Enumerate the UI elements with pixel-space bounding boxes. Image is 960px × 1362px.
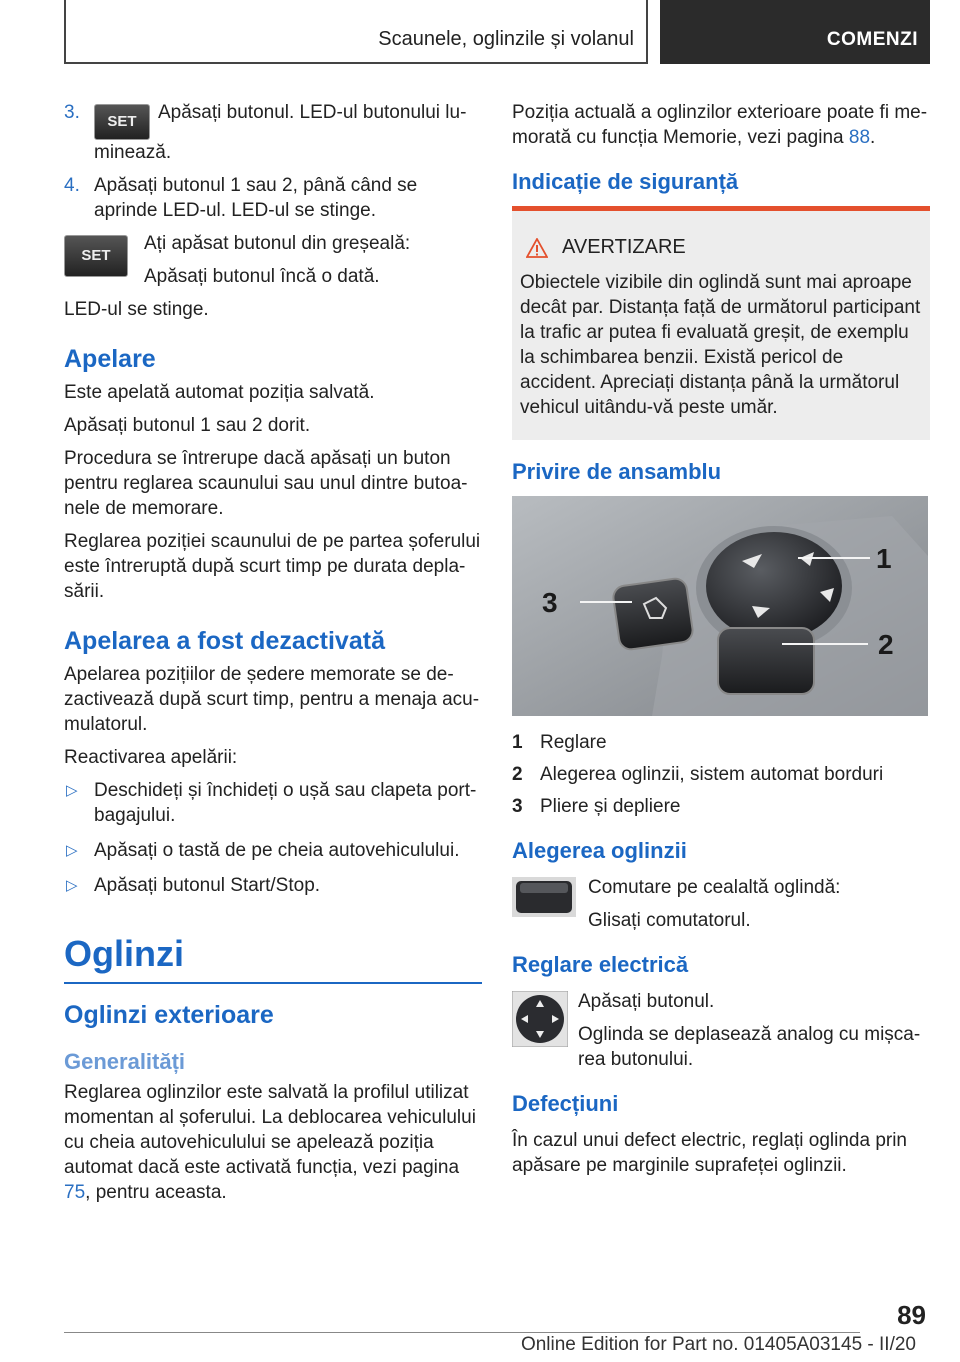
- triangle-bullet-icon: ▷: [66, 842, 78, 859]
- step-4: [64, 173, 482, 223]
- heading-apelare: Apelare: [64, 345, 156, 373]
- paragraph: Reglarea oglinzilor este salvată la profilul utilizat momentan al șoferului. La deblocarea vehiculului cu cheia autovehiculului se apelează poziția automat dacă este activată funcția, vezi pagina 75, pentru aceasta.: [64, 1082, 476, 1203]
- chapter-title: COMENZI: [826, 29, 918, 50]
- right-column: [512, 100, 930, 1186]
- heading-defectiuni: Defecțiuni: [512, 1091, 619, 1116]
- triangle-bullet-icon: ▷: [66, 877, 78, 894]
- note-text: Apăsați butonul încă o dată.: [144, 266, 380, 287]
- step-number: 3.: [64, 102, 80, 123]
- photo-label: 1: [876, 543, 892, 574]
- warning-title: AVERTIZARE: [526, 235, 922, 260]
- left-column: [64, 100, 482, 1213]
- page-number: 89: [897, 1300, 926, 1330]
- footer-text: Online Edition for Part no. 01405A03145 - II/20: [520, 1334, 916, 1355]
- heading-generalitati: Generalități: [64, 1049, 186, 1074]
- paragraph: Procedura se întrerupe dacă apăsați un buton pentru reglarea scaunului sau unul dintre butoanele de memorare.: [64, 448, 468, 519]
- set-button-icon: SET: [94, 104, 150, 140]
- warning-triangle-icon: [526, 238, 548, 258]
- mirror-switch-icon: [512, 877, 576, 917]
- paragraph: Poziția actuală a oglinzilor exterioare poate fi memorată cu funcția Memorie, vezi pagina 88.: [512, 102, 928, 148]
- note-text: Glisați comutatorul.: [588, 910, 751, 931]
- photo-label: 3: [542, 587, 558, 618]
- page-link[interactable]: 75: [64, 1182, 86, 1203]
- note-text: Oglinda se deplasează analog cu mișcarea butonului.: [578, 1024, 921, 1070]
- paragraph: În cazul unui defect electric, reglați oglinda prin apăsare pe marginile suprafeței oglinzii.: [512, 1130, 908, 1176]
- paragraph: Apelarea pozițiilor de ședere memorate se dezactivează după scurt timp, pentru a menaja acumulatorul.: [64, 664, 480, 735]
- set-button-icon: SET: [64, 235, 128, 277]
- step-number: 4.: [64, 175, 80, 196]
- triangle-bullet-icon: ▷: [66, 782, 78, 799]
- warning-text: Obiectele vizibile din oglindă sunt mai aproape decât par. Distanța față de următorul participant la trafic ar putea fi evaluată greșit, de exemplu la schimbarea benzii. Există pericol de accident. Apreciați distanța până la următorul vehicul uitându-vă peste umăr.: [520, 272, 921, 418]
- heading-alegerea: Alegerea oglinzii: [512, 838, 687, 863]
- mirror-select-note: [512, 875, 930, 933]
- footer-divider: [64, 1332, 860, 1333]
- page-header: [64, 0, 930, 64]
- legend-item: 2 Alegerea oglinzii, sistem automat borduri: [512, 764, 884, 785]
- list-item: ▷ Apăsați butonul Start/Stop.: [66, 875, 321, 896]
- wrong-press-note: [64, 231, 482, 289]
- note-text: Ați apăsat butonul din greșeală:: [144, 233, 411, 254]
- legend-item: 1 Reglare: [512, 732, 607, 753]
- heading-oglinzi: Oglinzi: [64, 932, 482, 984]
- paragraph: Reactivarea apelării:: [64, 747, 238, 768]
- heading-dezactivata: Apelarea a fost dezactivată: [64, 627, 385, 655]
- note-text: Apăsați butonul.: [578, 991, 715, 1012]
- heading-ansamblu: Privire de ansamblu: [512, 459, 722, 484]
- step-text: Apăsați butonul. LED-ul butonului luminează.: [94, 102, 467, 163]
- section-title-box: [64, 0, 648, 64]
- paragraph: Reglarea poziției scaunului de pe partea șoferului este întreruptă după scurt timp pe durata deplasării.: [64, 531, 481, 602]
- heading-electrica: Reglare electrică: [512, 952, 689, 977]
- paragraph: LED-ul se stinge.: [64, 299, 209, 320]
- mirror-joystick-icon: [512, 991, 568, 1047]
- list-item: ▷ Deschideți și închideți o ușă sau clapeta portbagajului.: [66, 780, 477, 826]
- chapter-tab: [660, 0, 930, 64]
- legend-item: 3 Pliere și depliere: [512, 796, 681, 817]
- step-3: [64, 100, 482, 165]
- electric-adjust-note: [512, 989, 930, 1072]
- warning-box: [512, 206, 930, 440]
- heading-siguranta: Indicație de siguranță: [512, 169, 739, 194]
- paragraph: Este apelată automat poziția salvată.: [64, 382, 375, 403]
- section-title: Scaunele, oglinzile și volanul: [378, 28, 634, 50]
- step-text: Apăsați butonul 1 sau 2, până când se aprinde LED-ul. LED-ul se stinge.: [94, 175, 418, 221]
- note-text: Comutare pe cealaltă oglindă:: [588, 877, 841, 898]
- paragraph: Apăsați butonul 1 sau 2 dorit.: [64, 415, 311, 436]
- photo-label: 2: [878, 629, 894, 660]
- mirror-controls-photo: [512, 496, 928, 716]
- list-item: ▷ Apăsați o tastă de pe cheia autovehiculului.: [66, 840, 460, 861]
- page-link[interactable]: 88: [848, 127, 871, 148]
- heading-exterioare: Oglinzi exterioare: [64, 1001, 274, 1029]
